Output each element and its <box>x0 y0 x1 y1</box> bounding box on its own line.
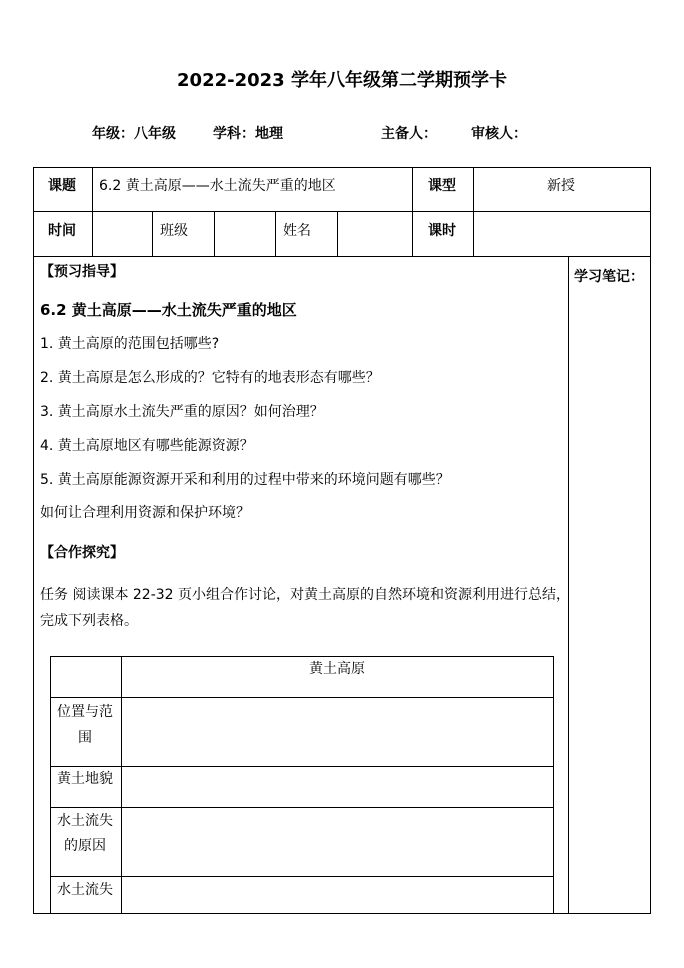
question-item: 2. 黄土高原是怎么形成的？它特有的地表形态有哪些？ <box>40 370 380 386</box>
table-border-bottom <box>33 913 651 914</box>
summary-row-label: 水土流失 <box>57 882 113 898</box>
reviewer-label: 审核人： <box>471 126 527 142</box>
lesson-label: 课题 <box>48 178 76 194</box>
grade-label: 年级：八年级 <box>92 126 176 142</box>
summary-table-header: 黄土高原 <box>309 661 365 677</box>
lesson-value: 6.2 黄土高原——水土流失严重的地区 <box>99 178 336 194</box>
col-divider <box>92 167 93 256</box>
class-label: 班级 <box>160 223 188 239</box>
coop-task-line: 完成下列表格。 <box>40 613 138 629</box>
col-divider <box>337 211 338 256</box>
summary-table-border <box>50 656 51 913</box>
summary-row-label: 水土流失 <box>57 813 113 829</box>
preparer-label: 主备人： <box>381 126 437 142</box>
summary-table-row-divider <box>50 697 554 698</box>
table-row-divider <box>33 256 651 257</box>
summary-row-label: 位置与范 <box>57 704 113 720</box>
table-border-right <box>650 167 651 914</box>
question-item: 3. 黄土高原水土流失严重的原因？如何治理？ <box>40 404 324 420</box>
time-label: 时间 <box>48 223 76 239</box>
col-divider <box>152 211 153 256</box>
name-label: 姓名 <box>283 223 311 239</box>
subject-label: 学科：地理 <box>213 126 283 142</box>
summary-row-label: 黄土地貌 <box>57 771 113 787</box>
page-title: 2022-2023 学年八年级第二学期预学卡 <box>177 70 507 91</box>
preview-subheading: 6.2 黄土高原——水土流失严重的地区 <box>40 301 297 319</box>
type-label: 课型 <box>428 178 456 194</box>
table-border-left <box>33 167 34 914</box>
summary-row-label: 的原因 <box>64 838 106 854</box>
notes-label: 学习笔记： <box>574 269 644 285</box>
summary-table-row-divider <box>50 766 554 767</box>
summary-table-row-divider <box>50 876 554 877</box>
type-value: 新授 <box>547 178 575 194</box>
preview-heading: 【预习指导】 <box>40 264 124 280</box>
summary-table-border <box>553 656 554 913</box>
question-item: 4. 黄土高原地区有哪些能源资源？ <box>40 438 254 454</box>
period-label: 课时 <box>428 223 456 239</box>
col-divider <box>275 211 276 256</box>
question-item: 1. 黄土高原的范围包括哪些? <box>40 336 220 352</box>
col-divider <box>412 167 413 256</box>
summary-table-col-divider <box>121 656 122 913</box>
question-item: 5. 黄土高原能源资源开采和利用的过程中带来的环境问题有哪些？ <box>40 472 450 488</box>
question-extra: 如何让合理利用资源和保护环境？ <box>40 505 250 521</box>
summary-table-row-divider <box>50 807 554 808</box>
coop-task-line: 任务 阅读课本 22-32 页小组合作讨论，对黄土高原的自然环境和资源利用进行总结， <box>40 587 571 603</box>
summary-row-label: 围 <box>78 730 92 746</box>
col-divider <box>214 211 215 256</box>
summary-table-border <box>50 656 554 657</box>
col-divider <box>473 167 474 256</box>
table-border-top <box>33 167 651 168</box>
coop-heading: 【合作探究】 <box>40 545 124 561</box>
table-row-divider <box>33 211 651 212</box>
